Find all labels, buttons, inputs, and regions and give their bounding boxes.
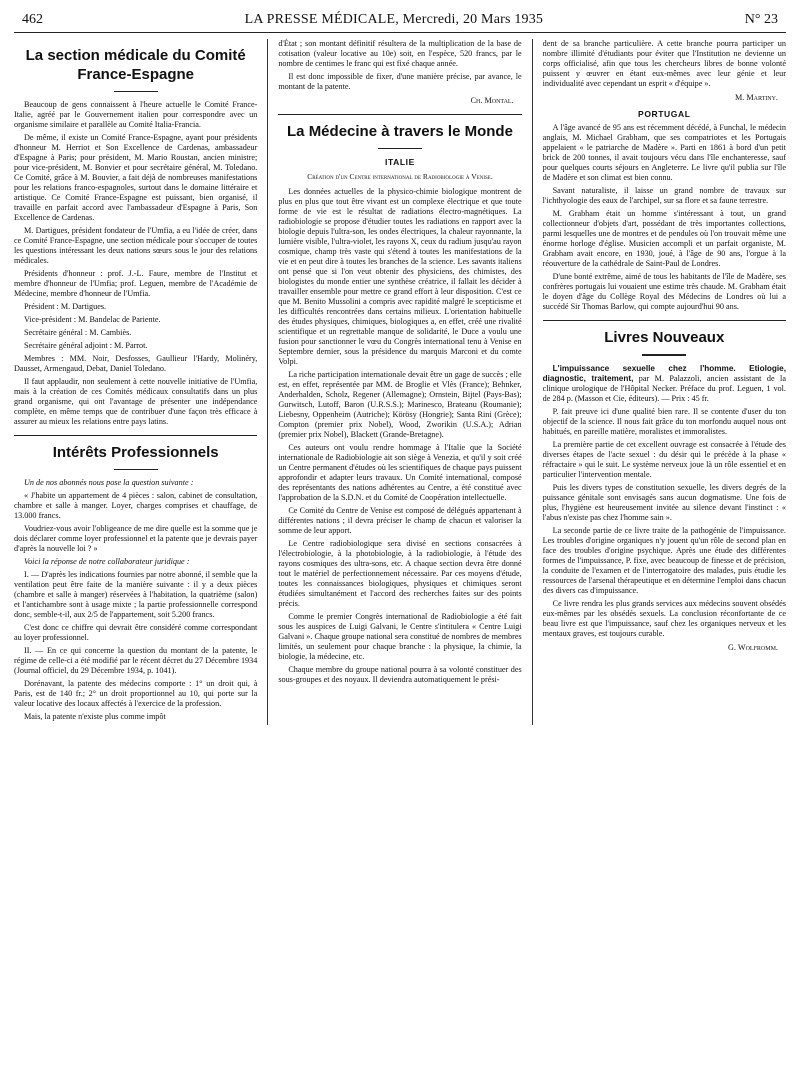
paragraph: Dorénavant, la patente des médecins comporte : 1° un droit qui, à Paris, est de 140 fr.; 2° un droit proportionnel au 10, qui porte sur la valeur locative des locaux affectés à l'exercice de la profession.	[14, 679, 258, 709]
section-divider	[14, 435, 257, 436]
title-rule	[378, 148, 422, 150]
paragraph: Ces auteurs ont voulu rendre hommage à l'Italie que la Société internationale de Radiobiologie ait son siège à Venezia, et qu'il y soit créé un Centre permanent d'études où les scientifiques de chaque pays puissent approfondir et adapter leurs travaux. Un Comité international, composé des représentants des nations adhérentes au Centre, a été constitué avec l'approbation de la S.D.N. et du Comité de Coopération intellectuelle.	[278, 442, 522, 502]
country-heading: PORTUGAL	[638, 109, 691, 119]
paragraph: La seconde partie de ce livre traite de la pathogénie de l'impuissance. Les troubles d'origine organiques n'y jouent qu'un rôle de second plan en face des troubles d'origine psychique. Après une étude des différentes formes de l'impuissance, P. fixe, avec beaucoup de finesse et de précision, la conduite de l'examen et de l'interrogatoire des malades, puis étudie les ressources de l'arsenal thérapeutique et en détermine l'emploi dans chacun des divers cas d'impuissance.	[542, 525, 786, 595]
paragraph: A l'âge avancé de 95 ans est récemment décédé, à Funchal, le médecin anglais, M. Michael Grabham, que ses compatriotes et les Portugais appelaient « le patriarche de Madère ». Parti en 1861 à bord d'un petit brick de 200 tonnes, il avait toujours vécu dans l'île enchanteresse, sauf pour quelques courts séjours en Angleterre. Le livre qu'il publia sur l'île de Madère et son climat est bien connu.	[542, 123, 786, 183]
paragraph: Les données actuelles de la physico-chimie biologique montrent de plus en plus que tout être vivant est un complexe électrique et que toute forme de vie est le résultat de radiations électro-magnétiques. La radiobiologie se propose d'étudier toutes les radiations en rapport avec la biologie depuis l'ultra-son, les ondes électriques, la chaleur rayonnante, la lumière visible, l'ultra-violet, les rayons X, ceux du radium jusqu'au rayon cosmique, champ très vaste qui s'étend à toutes les manifestations de la vie et en peut dire à toutes les branches de la science. Les savants italiens ont pensé que si l'on veut obtenir des physiciens, des chimistes, des biologistes du monde entier une synthèse créatrice, il fallait les décider à travailler ensemble pour mettre ce grand effort à leur disposition. C'est ce que M. Benito Mussolini a compris avec rapidité malgré le scepticisme et les difficultés rencontrées dans certains milieux. L'orientation habituelle des études physiques, chimiques, biologiques a, en effet, créé une rivalité scientifique et un regrettable manque de solidarité, le Duce a voulu une fusion pour sanctionner le vœu du Congrès international tenu à Venise en Septembre dernier, sous la présidence du marquis Marconi et du comte Volpi.	[278, 186, 522, 366]
paragraph: Mais, la patente n'existe plus comme impôt	[24, 712, 166, 722]
page-header	[14, 8, 786, 33]
signature: G. Wolfromm.	[727, 642, 778, 652]
paragraph: P. fait preuve ici d'une qualité bien rare. Il se contente d'user du ton objectif de la science. Il nous fait grâce du ton morfondu auquel nous ont habitués, en pareille matière, moralistes et immoralistes.	[542, 406, 786, 436]
page-number: 462	[22, 12, 43, 27]
paragraph: Chaque membre du groupe national pourra à sa volonté constituer des sous-groupes et des noyaux. Il deviendra automatiquement le prési-	[278, 664, 522, 684]
paragraph: Il faut applaudir, non seulement à cette nouvelle initiative de l'Umfia, mais à la création de ces Comités médicaux consultatifs dans un plus grand organisme, qui ont l'avantage de présenter une indépendance complète, en même temps que de contribuer d'une façon très efficace à assurer au mieux les relations entre pays latins.	[14, 377, 258, 426]
question-intro: Un de nos abonnés nous pose la question suivante :	[24, 478, 194, 488]
paragraph: Secrétaire général adjoint : M. Parrot.	[24, 341, 148, 350]
book-title: L'impuissance sexuelle chez l'homme. Etiologie, diagnostic, traitement,	[542, 363, 786, 383]
paragraph: Le Centre radiobiologique sera divisé en sections consacrées à l'électrobiologie, à la photobiologie, à la radiobiologie, à l'étude des rayons cosmiques des ultra-sons, etc. A chaque section devra être donné tout le matériel de perfectionnement nécessaire. Par ces moyens d'étude, toutes les connaissances biologiques, physiques et chimiques seront étudiées simultanément et l'accord des recherches faites sur des points précis.	[278, 538, 522, 608]
section-divider	[543, 320, 786, 321]
issue-number: N° 23	[744, 12, 778, 27]
country-heading: ITALIE	[385, 157, 415, 168]
book-details: par M. Palazzoli, ancien assistant de la clinique urologique de l'Hôpital Necker. Préface du prof. Leguen, 1 vol. de 284 p. (Masson et Cie, éditeurs). — Prix : 45 fr.	[542, 373, 786, 403]
section-divider	[278, 114, 521, 115]
signature: M. Martiny.	[734, 93, 778, 102]
article-title-medecine-monde: La Médecine à travers le Monde	[287, 123, 513, 140]
title-rule	[114, 469, 158, 471]
signature: Ch. Montal.	[470, 96, 514, 105]
subheading: Création d'un Centre international de Radiobiologie à Venise.	[307, 171, 493, 181]
article-title-france-espagne: La section médicale du Comité France-Espagne	[25, 47, 246, 83]
column-separator	[532, 39, 533, 725]
paragraph: D'une bonté extrême, aimé de tous les habitants de l'île de Madère, ses confrères portugais lui vouaient une estime très chaude. M. Grabham était le doyen d'âge du Collège Royal des Médecins de Londres où lui a succédé Sir Thomas Barlow, qui compte aujourd'hui 90 ans.	[542, 272, 786, 312]
columns	[14, 39, 786, 725]
title-rule	[114, 91, 158, 93]
column-separator	[267, 39, 268, 725]
paragraph: Voudriez-vous avoir l'obligeance de me dire quelle est la somme que je dois déclarer comme loyer professionnel et la patente que je devrais payer d'après la nouvelle loi ? »	[14, 524, 258, 554]
paragraph: Membres : MM. Noir, Desfosses, Gaullieur l'Hardy, Molinéry, Dausset, Armengaud, Debat, Daniel Toledano.	[14, 354, 258, 373]
paragraph: De même, il existe un Comité France-Espagne, ayant pour présidents d'honneur M. Herriot et Son Excellence de Cardenas, ambassadeur d'Espagne à Paris; pour président, M. Mario Roustan, ancien ministre; pour vice-président, M. Bonvier et pour secrétaire général, M. Toledano. Ce Comité, grâce à M. Bouvier, a fait déjà de nombreuses manifestations pour les relations franco-espagnoles, surtout dans le domaine littéraire et artistique. Ce Comité France-Espagne est puissant, bien organisé, il travaille en parfait accord avec l'ambassadeur d'Espagne à Paris, Son Excellence de Cardenas.	[14, 133, 258, 222]
paragraph: II. — En ce qui concerne la question du montant de la patente, le régime de celle-ci a été modifié par le récent décret du 27 Décembre 1934 (Journal officiel, du 29 Décembre 1934, p. 1041).	[14, 646, 258, 676]
column-2	[278, 39, 521, 725]
paragraph: Puis les divers types de constitution sexuelle, les divers degrés de la puissance génitale sont envisagés sans aucun dogmatisme. Une fois de plus, l'hygiène est heureusement invitée au silence devant l'instinct : « l'abus n'existe pas chez l'homme sain ».	[542, 482, 786, 522]
paragraph: d'État ; son montant définitif résultera de la multiplication de la base de cotisation (valeur locative au 10e) soit, en l'espèce, 520 francs, par le nombre de centimes le franc qui est fixé chaque année.	[278, 39, 522, 68]
journal-title: LA PRESSE MÉDICALE, Mercredi, 20 Mars 1935	[244, 12, 544, 27]
column-3	[543, 39, 786, 725]
paragraph: La riche participation internationale devait être un gage de succès ; elle est, en effet, représentée par MM. de Broglie et Vlès (France); Behnker, Anderhalden, Scholz, Regener (Allemagne); Ornstein, Bijtel (Pays-Bas); Gurwitsch, Lutoff, Baron (U.R.S.S.); Marinesco, Brateanu (Roumanie); Liebesny, Oppenheim (Autriche); Körösy (Hongrie); Santa Rini (Grèce); Compton (premier prix Nobel), Wood, Zworikin (U.S.A.); Adrian (premier prix Nobel), Blackett (Grande-Bretagne).	[278, 369, 522, 439]
paragraph: M. Grabham était un homme s'intéressant à tout, un grand collectionneur d'objets d'art, possédant de très importantes collections, parmi lesquelles une de montres et de pendules où l'on trouvait même une énorme horloge d'église. Musicien accompli et un parfait organiste, M. Grabham avait encore, en 1930, joué, à l'âge de 90 ans, l'orgue à la réouverture de la cathédrale de Saint-Paul de Londres.	[542, 209, 786, 269]
book-entry	[543, 364, 786, 404]
paragraph: Ce livre rendra les plus grands services aux médecins souvent obsédés eux-mêmes par les obsédés sexuels. La conclusion réconfortante de ce beau livre est que l'impuissance, sauf chez les organiques nerveux et les mentaux graves, est toujours curable.	[542, 598, 786, 638]
paragraph: Il est donc impossible de fixer, d'une manière précise, par avance, le montant de la patente.	[278, 72, 522, 91]
paragraph: dent de sa branche particulière. A cette branche pourra participer un nombre illimité d'étudiants pour éviter que l'Institution ne devienne un corps officialisé, afin que tous les chercheurs libres de bonne volonté puissent y œuvrer en étant eux-mêmes avec leur génie et leur individualité avec cependant un esprit « d'équipe ».	[542, 39, 786, 88]
article-title-interets: Intérêts Professionnels	[52, 444, 219, 461]
paragraph: Président : M. Dartigues.	[24, 302, 107, 311]
paragraph: Secrétaire général : M. Cambiès.	[24, 328, 132, 337]
title-rule	[642, 354, 686, 356]
paragraph: « J'habite un appartement de 4 pièces : salon, cabinet de consultation, chambre et salle à manger. Loyer, charges comprises et chauffage, de 13.000 francs.	[14, 491, 258, 521]
paragraph: Savant naturaliste, il laisse un grand nombre de travaux sur l'ichthyologie des eaux de l'archipel, sur sa flore et sa faune terrestre.	[542, 186, 786, 206]
paragraph: C'est donc ce chiffre qui devrait être considéré comme correspondant au loyer professionnel.	[14, 623, 258, 643]
paragraph: M. Dartigues, président fondateur de l'Umfia, a eu l'idée de créer, dans ce Comité France-Espagne, une section médicale pour s'occuper de toutes les questions intéressant les deux nations sœurs sous le jour des relations médicales.	[14, 226, 258, 265]
paragraph: Présidents d'honneur : prof. J.-L. Faure, membre de l'Institut et membre d'honneur de l'Umfia; prof. Leguen, membre de l'Académie de Médecine, membre d'honneur de l'Umfia.	[14, 269, 258, 298]
article-title-livres: Livres Nouveaux	[604, 329, 725, 347]
paragraph: Ce Comité du Centre de Venise est composé de délégués appartenant à différentes nations ; il devra préciser le champ de chacun et valoriser la somme de leur apport.	[278, 505, 522, 535]
column-1	[14, 39, 257, 725]
paragraph: Comme le premier Congrès international de Radiobiologie a été fait sous les auspices de Luigi Galvani, le Centre s'intitulera « Centre Luigi Galvani ». Chaque groupe national sera constitué de nombres de membres limités, un seulement pour chaque branche : la physique, la chimie, la biologie, la médecine, etc.	[278, 611, 522, 661]
paragraph: I. — D'après les indications fournies par notre abonné, il semble que la ventilation peut être faite de la manière suivante : il y a deux pièces (chambre et salle à manger) réservées à l'habitation, la quatrième (salon) et l'antichambre sont à usage mixte ; la partie professionnelle correspond donc, semble-t-il, aux 2/5 de l'appartement, soit 5.200 francs.	[14, 570, 258, 620]
paragraph: Vice-président : M. Bandelac de Pariente.	[24, 315, 161, 324]
paragraph: La première partie de cet excellent ouvrage est consacrée à l'étude des diverses étapes de l'acte sexuel : du désir qui le précède à la phase « réfractaire » qui le suit. Le système nerveux joue là un rôle essentiel et en particulier l'intervention mentale.	[542, 439, 786, 479]
answer-intro: Voici la réponse de notre collaborateur juridique :	[24, 557, 190, 567]
paragraph: Beaucoup de gens connaissent à l'heure actuelle le Comité France-Italie, agréé par le Gouvernement italien pour correspondre avec un organisme similaire et parallèle au Comité Italia-Francia.	[14, 100, 258, 129]
